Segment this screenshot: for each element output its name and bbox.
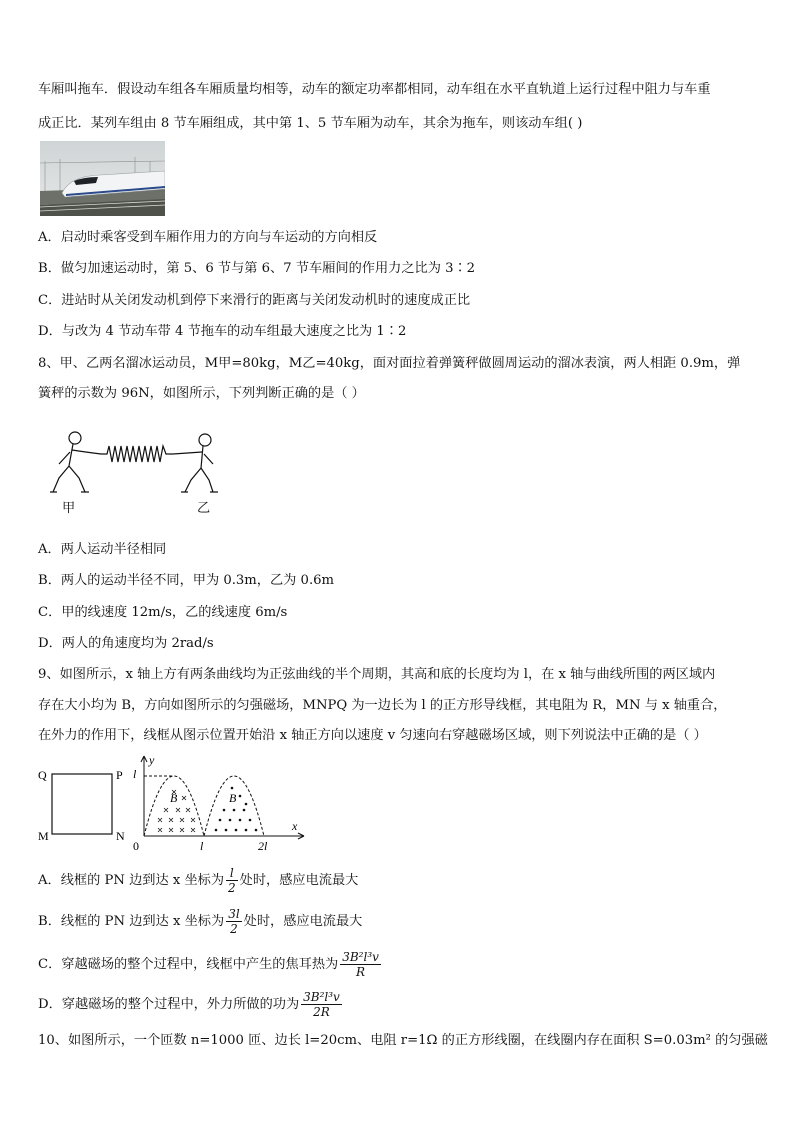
skaters-figure	[45, 428, 225, 500]
label-B2: B	[229, 791, 237, 805]
q8-option-b: B．两人的运动半径不同，甲为 0.3m，乙为 0.6m	[38, 573, 335, 588]
train-photo	[40, 141, 165, 216]
q8-line1: 8、甲、乙两名溜冰运动员，M甲=80kg，M乙=40kg，面对面拉着弹簧秤做圆周运动的溜冰表演，两人相距 0.9m，弹	[38, 356, 741, 371]
square-frame	[52, 774, 112, 834]
label-l-top: l	[133, 767, 137, 781]
q9-line1: 9、如图所示，x 轴上方有两条曲线均为正弦曲线的半个周期，其高和底的长度均为 l，在 x 轴与曲线所围的两区域内	[38, 667, 716, 682]
q8-line2: 簧秤的示数为 96N，如图所示，下列判断正确的是（ ）	[38, 386, 365, 401]
q9-line2: 存在大小均为 B，方向如图所示的匀强磁场，MNPQ 为一边长为 l 的正方形导线框，其电阻为 R，MN 与 x 轴重合，	[38, 698, 727, 713]
axis-x-label: x	[292, 819, 298, 833]
label-2l: 2l	[258, 839, 268, 853]
q7-option-a: A．启动时乘客受到车厢作用力的方向与车运动的方向相反	[38, 230, 378, 245]
q7-line2: 成正比．某列车组由 8 节车厢组成，其中第 1、5 节车厢为动车，其余为拖车，则该动车组( )	[38, 116, 583, 131]
q9-option-d: D．穿越磁场的整个过程中，外力所做的功为 $\frac{\text{3B²l³v}}{2R}$	[38, 990, 340, 1019]
label-origin: 0	[133, 839, 139, 853]
label-B1: B	[170, 791, 178, 805]
q9-option-a: A．线框的 PN 边到达 x 坐标为 $\frac{l}{2}$ 处时，感应电流最大	[38, 866, 359, 895]
magnetic-field-figure	[36, 752, 316, 857]
q7-option-d: D．与改为 4 节动车带 4 节拖车的动车组最大速度之比为 1∶2	[38, 324, 407, 339]
label-l-axis: l	[200, 839, 204, 853]
q8-option-c: C．甲的线速度 12m/s，乙的线速度 6m/s	[38, 605, 288, 620]
label-yi: 乙	[197, 501, 211, 516]
label-jia: 甲	[62, 501, 76, 516]
q9-option-b: B．线框的 PN 边到达 x 坐标为 $\frac{3l}{2}$ 处时，感应电流最大	[38, 907, 363, 936]
q7-option-c: C．进站时从关闭发动机到停下来滑行的距离与关闭发动机时的速度成正比	[38, 293, 471, 308]
q8-option-a: A．两人运动半径相同	[38, 542, 167, 557]
label-N: N	[116, 829, 125, 843]
axis-y-label: y	[149, 753, 155, 767]
q7-option-b: B．做匀加速运动时，第 5、6 节与第 6、7 节车厢间的作用力之比为 3∶2	[38, 261, 476, 276]
label-Q: Q	[38, 768, 47, 782]
q8-option-d: D．两人的角速度均为 2rad/s	[38, 636, 214, 651]
q9-option-c: C．穿越磁场的整个过程中，线框中产生的焦耳热为 $\frac{\text{3B²l³v}}{R}$	[38, 950, 379, 979]
label-M: M	[38, 829, 49, 843]
label-P: P	[116, 768, 123, 782]
q7-line1: 车厢叫拖车．假设动车组各车厢质量均相等，动车的额定功率都相同，动车组在水平直轨道上运行过程中阻力与车重	[38, 82, 711, 97]
q9-line3: 在外力的作用下，线框从图示位置开始沿 x 轴正方向以速度 v 匀速向右穿越磁场区域，则下列说法中正确的是（ ）	[38, 728, 707, 743]
q10-line1: 10、如图所示，一个匝数 n=1000 匝、边长 l=20cm、电阻 r=1Ω 的正方形线圈，在线圈内存在面积 S=0.03m² 的匀强磁	[38, 1033, 768, 1048]
